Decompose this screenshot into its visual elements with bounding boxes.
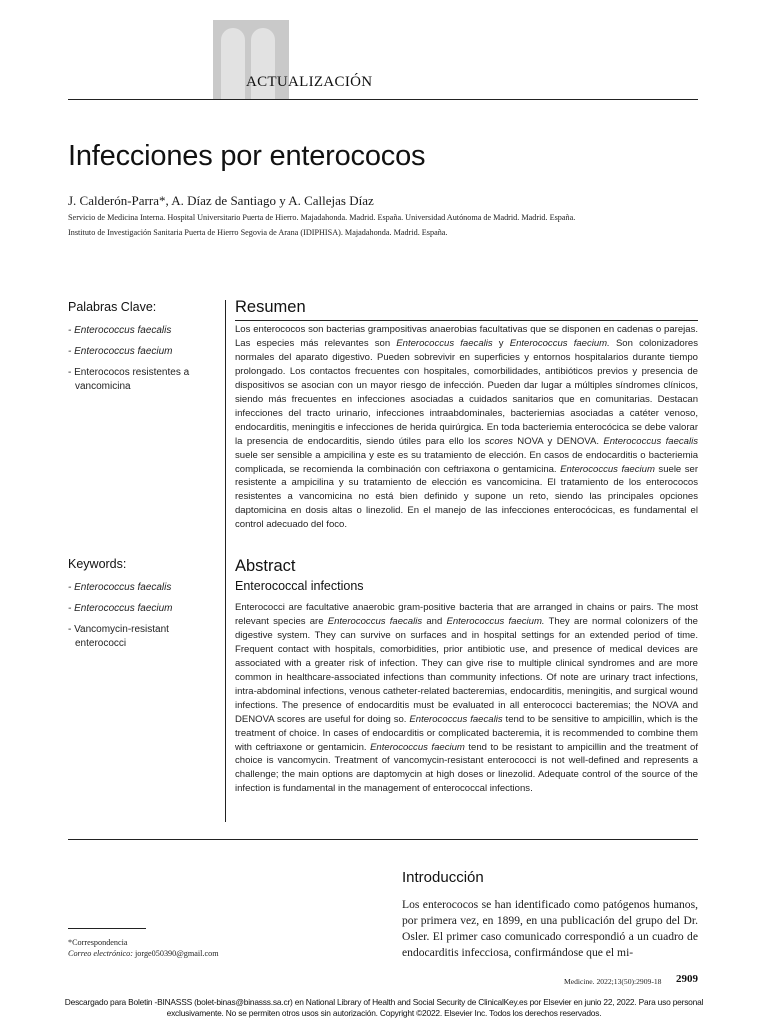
keywords-es-heading: Palabras Clave: [68, 300, 157, 314]
resumen-heading: Resumen [235, 298, 306, 316]
column-divider [225, 300, 226, 822]
journal-reference: Medicine. 2022;13(50):2909-18 [564, 977, 662, 986]
keyword-es-item: - Enterococcus faecalis [68, 325, 172, 336]
article-authors: J. Calderón-Parra*, A. Díaz de Santiago y A. Callejas Díaz [68, 193, 374, 208]
header-rule [68, 99, 698, 100]
section-label: ACTUALIZACIÓN [246, 74, 373, 90]
keywords-en-list [68, 581, 218, 658]
page-number: 2909 [676, 973, 698, 985]
section-rule [68, 839, 698, 840]
keywords-es-list [68, 324, 218, 401]
footnote-rule [68, 928, 146, 929]
keyword-es-item: - Enterococcus faecium [68, 346, 173, 357]
introduccion-heading: Introducción [402, 869, 484, 886]
introduccion-text: Los enterococos se han identificado como patógenos humanos, por primera vez, en 1899, en una publicación del grupo del Dr. Osler. El primer caso comunicado correspondió a un cuadro de endocarditis infecciosa, confirmándose que el mi- [402, 898, 698, 959]
abstract-subtitle: Enterococcal infections [235, 579, 364, 593]
download-notice: Descargado para Boletin -BINASSS (bolet-binas@binasss.sa.cr) en National Library of Health and Social Security de ClinicalKey.es por Elsevier en junio 22, 2022. Para uso personal exclusivamente. No se permiten otros usos sin autorización. Copyright ©2022. Elsevier Inc. Todos los derechos reservados. [64, 997, 704, 1018]
abstract-heading: Abstract [235, 557, 296, 575]
correspondence-email: Correo electrónico: jorge050390@gmail.com [68, 949, 219, 958]
keyword-en-item: - Enterococcus faecalis [68, 582, 172, 593]
keywords-en-heading: Keywords: [68, 557, 127, 571]
keyword-en-item: - Vancomycin-resistant enterococci [68, 624, 169, 649]
abstract-text: Enterococci are facultative anaerobic gram-positive bacteria that are arranged in chains or pairs. The most relevant species are Enterococcus faecalis and Enterococcus faecium. They are normal colonizers of the digestive system. They can survive on surfaces and in hospital settings for an extended period of time. Frequent contact with hospitals, comorbidities, prior antibiotic use, and presence of medical devices are associated with a greater risk of infection. They can give rise to multiple clinical syndromes and are more common in healthcare-associated infections than community infections. Of note are urinary tract infections, intra-abdominal infections, venous catheter-related bacteremias, endocarditis, meningitis, and surgical wound infections. The presence of endocarditis must be evaluated in all enterococci bacteremias; the NOVA and DENOVA scores are useful for doing so. Enterococcus faecalis tend to be sensitive to ampicillin, which is the treatment of choice. In cases of endocarditis or complicated bacteremia, it is recommended to combine them with ceftriaxone or gentamicin. Enterococcus faecium tend to be resistant to ampicillin and the treatment of choice is vancomycin. Treatment of vancomycin-resistant enterococci is not well-defined and represents a challenge; the main options are daptomycin at high doses or linezolid. Adequate control of the source of the infection is fundamental in the management of enterococcal infections. [235, 602, 698, 795]
affiliation-2: Instituto de Investigación Sanitaria Puerta de Hierro Segovia de Arana (IDIPHISA). Majadahonda. Madrid. España. [68, 228, 448, 237]
keyword-en-item: - Enterococcus faecium [68, 603, 173, 614]
resumen-text: Los enterococos son bacterias grampositivas anaerobias facultativas que se disponen en cadenas o parejas. Las especies más relevantes son Enterococcus faecalis y Enterococcus faecium. Son colonizadores normales del aparato digestivo. Pueden sobrevivir en superficies y entornos hospitalarios durante tiempo prolongado. Los contactos frecuentes con hospitales, comorbilidades, antibióticos previos y presencia de dispositivos se asocian con un mayor riesgo de infección. Pueden dar lugar a múltiples síndromes clínicos, siendo más frecuentes en infecciones asociadas a cuidados sanitarios que en comunitarias. Destacan infecciones del tracto urinario, infecciones intraabdominales, bacteriemias asociadas a catéter venoso, endocarditis, meningitis e infecciones de herida quirúrgica. En toda bacteriemia enterocócica se debe valorar la presencia de endocarditis, siendo útiles para ello los scores NOVA y DENOVA. Enterococcus faecalis suele ser sensible a ampicilina y este es su tratamiento de elección. En casos de endocarditis o bacteriemia complicada, se recomienda la combinación con ceftriaxona o gentamicina. Enterococcus faecium suele ser resistente a ampicilina y su tratamiento de elección es vancomicina. El tratamiento de los enterococos resistentes a vancomicina no está bien definido y supone un reto, siendo las principales opciones daptomicina en dosis altas o linezolid. En el manejo de las infecciones enterocócicas, es fundamental el control adecuado del foco. [235, 324, 699, 531]
resumen-rule [235, 320, 698, 321]
affiliation-1: Servicio de Medicina Interna. Hospital Universitario Puerta de Hierro. Majadahonda. Madrid. España. Universidad Autónoma de Madrid. Madrid. España. [68, 213, 576, 222]
email-link[interactable]: jorge050390@gmail.com [132, 949, 219, 958]
logo-arch-left [221, 28, 245, 100]
correspondence-label: *Correspondencia [68, 938, 128, 947]
article-title: Infecciones por enterococos [68, 140, 426, 172]
keyword-es-item: - Enterococos resistentes a vancomicina [68, 367, 190, 392]
